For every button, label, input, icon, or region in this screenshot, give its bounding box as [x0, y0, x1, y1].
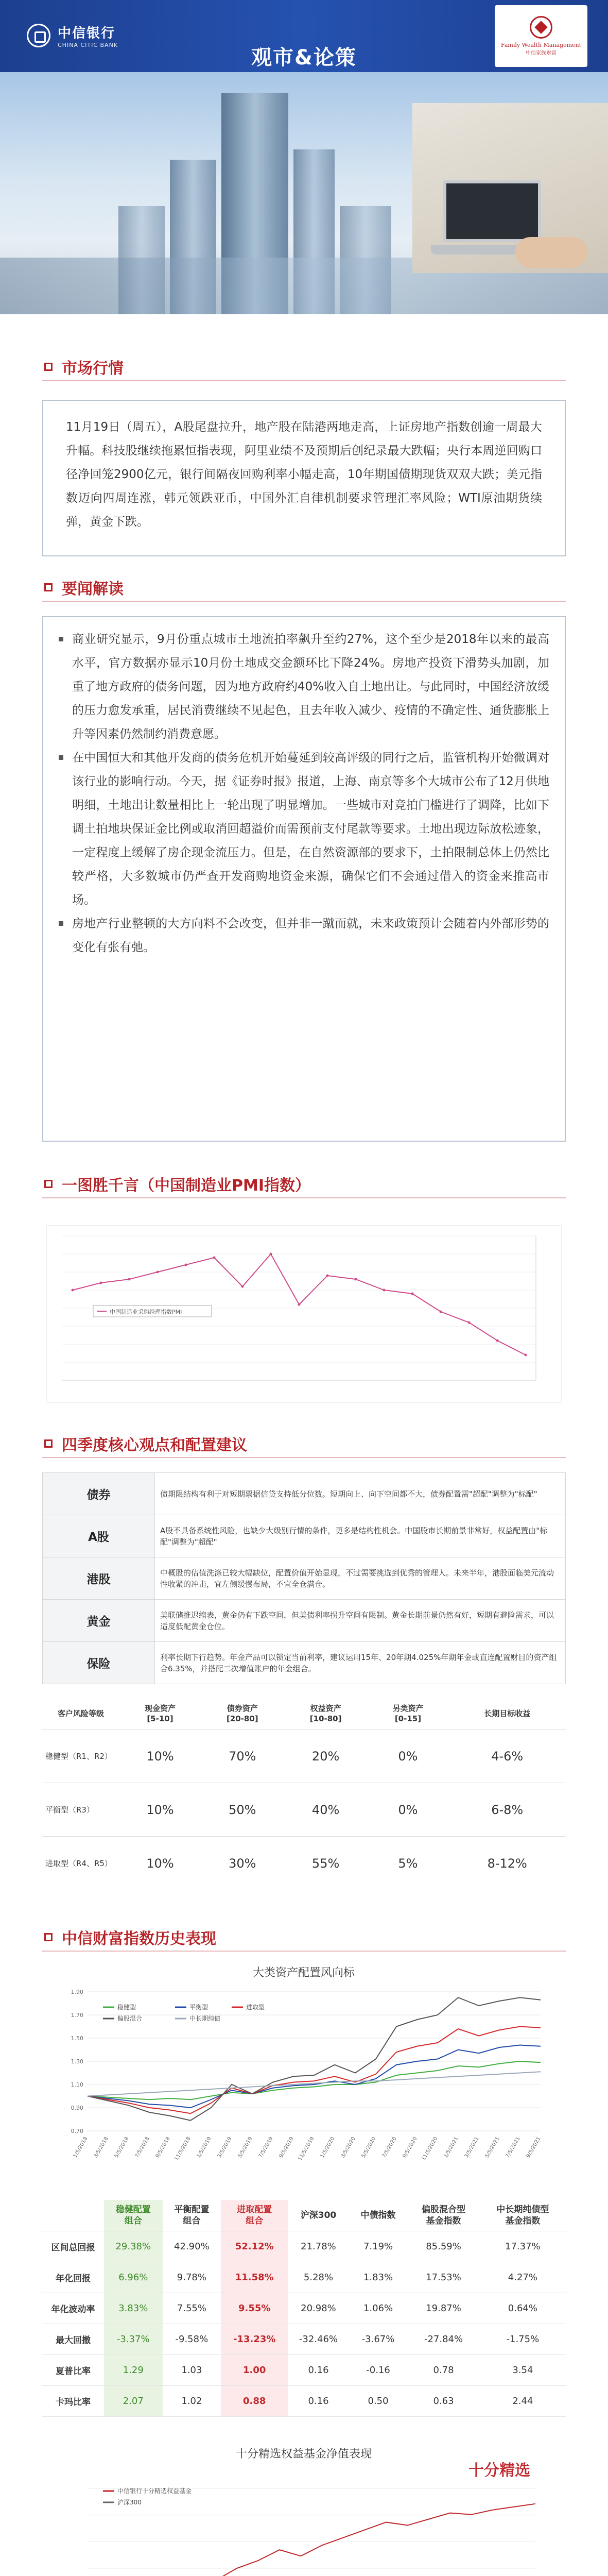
section-news-label: 要闻解读	[62, 580, 124, 598]
allocation-cell: 50%	[201, 1783, 284, 1837]
pmi-data-point	[298, 1303, 301, 1306]
allocation-cell: 55%	[284, 1837, 368, 1890]
metric-value-cell: 21.78%	[288, 2231, 349, 2262]
advice-desc: 中概股的估值洗涤已较大幅缺位，配置价值开始显现，不过需要挑选到优秀的管理人。未来半年，港股面临美元流动性收紧的冲击，宜左侧缓慢布局，不宜全仓满仓。	[155, 1557, 566, 1600]
perf-header: 偏股混合型 基金指数	[407, 2200, 479, 2231]
x-tick-label: 7/5/2021	[505, 2136, 522, 2159]
allocation-cell: 5%	[368, 1837, 449, 1890]
metric-value-cell: 3.54	[480, 2355, 566, 2386]
perf-header	[42, 2200, 104, 2231]
metric-value-cell: 2.07	[104, 2386, 163, 2417]
advice-row	[43, 1600, 566, 1642]
pmi-data-point	[383, 1289, 386, 1292]
y-tick-label: 0.70	[71, 2128, 83, 2134]
advice-category: 港股	[43, 1557, 155, 1600]
laptop-icon	[443, 180, 541, 242]
metric-value-cell: 17.37%	[480, 2231, 566, 2262]
pmi-data-point	[241, 1285, 244, 1288]
header-banner	[0, 0, 608, 72]
x-tick-label: 7/5/2020	[381, 2136, 398, 2159]
alloc-header: 债券资产 [20-80]	[226, 1704, 258, 1723]
news-item: 房地产行业整顿的大方向料不会改变，但并非一蹴而就，未来政策预计会随着内外部形势的变化有张有弛。	[59, 912, 549, 959]
logo-en-text: CHINA CITIC BANK	[58, 42, 118, 48]
metric-value-cell: 19.87%	[407, 2293, 479, 2324]
x-tick-label: 5/5/2018	[113, 2136, 130, 2159]
metric-value-cell: 20.98%	[288, 2293, 349, 2324]
advice-row	[43, 1642, 566, 1684]
select-stamp-logo: 十分精选	[468, 2462, 530, 2480]
pmi-chart-svg	[47, 1226, 562, 1403]
advice-category: A股	[43, 1515, 155, 1557]
metric-value-cell: -27.84%	[407, 2324, 479, 2355]
select-fund-chart-svg	[57, 2432, 551, 2576]
hero-image	[0, 72, 608, 314]
pmi-data-point	[525, 1354, 527, 1357]
market-box	[42, 400, 566, 556]
pmi-data-point	[100, 1282, 102, 1284]
y-tick-label: 0.90	[71, 2105, 83, 2111]
x-tick-label: 11/5/2020	[421, 2136, 439, 2162]
advice-desc: A股不具备系统性风险，也缺少大级别行情的条件，更多是结构性机会。中国股市长期前景非常好，权益配置由"标配"调整为"超配"	[155, 1515, 566, 1557]
metric-label-cell: 年化波动率	[42, 2293, 104, 2324]
desk-photo	[412, 103, 608, 273]
section-advice-label: 四季度核心观点和配置建议	[62, 1436, 247, 1454]
allocation-cell: 10%	[119, 1730, 201, 1783]
metric-value-cell: 7.55%	[163, 2293, 221, 2324]
x-tick-label: 5/5/2020	[360, 2136, 377, 2159]
performance-row	[42, 2231, 566, 2262]
x-tick-label: 1/5/2019	[196, 2136, 213, 2159]
advice-row	[43, 1515, 566, 1557]
performance-row	[42, 2386, 566, 2417]
perf-header: 沪深300	[288, 2200, 349, 2231]
history-chart-title: 大类资产配置风向标	[252, 1967, 355, 1979]
allocation-cell: 6-8%	[448, 1783, 566, 1837]
series-line-3	[88, 1997, 541, 2121]
x-tick-label: 7/5/2019	[257, 2136, 274, 2159]
risk-level-cell: 进取型（R4、R5）	[42, 1837, 119, 1890]
pmi-data-point	[326, 1275, 329, 1277]
section-divider	[42, 1951, 566, 1952]
pmi-data-point	[355, 1278, 357, 1281]
pmi-chart	[46, 1225, 562, 1403]
section-divider	[42, 1457, 566, 1458]
metric-value-cell: 0.64%	[480, 2293, 566, 2324]
perf-header: 进取配置 组合	[221, 2200, 288, 2231]
risk-level-cell: 稳健型（R1、R2）	[42, 1730, 119, 1783]
section-history-title	[44, 1926, 216, 1948]
metric-value-cell: 4.27%	[480, 2262, 566, 2293]
allocation-cell: 10%	[119, 1783, 201, 1837]
history-chart	[57, 1961, 551, 2193]
section-pmi-label: 一图胜千言（中国制造业PMI指数）	[62, 1177, 311, 1195]
allocation-row	[42, 1730, 566, 1783]
allocation-cell: 8-12%	[448, 1837, 566, 1890]
allocation-cell: 20%	[284, 1730, 368, 1783]
pmi-data-point	[72, 1289, 74, 1292]
section-bullet-icon	[44, 1933, 53, 1941]
performance-row	[42, 2262, 566, 2293]
performance-row	[42, 2293, 566, 2324]
metric-value-cell: 1.02	[163, 2386, 221, 2417]
metric-value-cell: 7.19%	[349, 2231, 408, 2262]
family-wealth-en: Family Wealth Management	[500, 42, 582, 48]
x-tick-label: 3/5/2019	[216, 2136, 233, 2159]
x-tick-label: 3/5/2021	[463, 2136, 480, 2159]
performance-row	[42, 2324, 566, 2355]
alloc-header: 另类资产 [0-15]	[392, 1704, 424, 1723]
allocation-cell: 70%	[201, 1730, 284, 1783]
metric-value-cell: 3.83%	[104, 2293, 163, 2324]
pmi-legend-label: 中国制造业采购经理指数PMI	[110, 1309, 182, 1315]
news-box	[42, 616, 566, 1142]
alloc-header: 现金资产 [5-10]	[144, 1704, 176, 1723]
legend-label: 平衡型	[189, 2004, 209, 2011]
history-chart-svg	[57, 1961, 551, 2193]
series-line-1	[88, 2045, 541, 2108]
series-line-0	[88, 2061, 541, 2099]
risk-level-cell: 平衡型（R3）	[42, 1783, 119, 1837]
select-fund-chart	[57, 2432, 551, 2576]
x-tick-label: 3/5/2020	[340, 2136, 357, 2159]
advice-desc: 债期限结构有利于对短期票据信贷支持低分位数。短期向上、向下空间都不大，债券配置需"超配"调整为"标配"	[155, 1473, 566, 1515]
advice-category: 黄金	[43, 1600, 155, 1642]
metric-label-cell: 最大回撤	[42, 2324, 104, 2355]
section-advice-title	[44, 1432, 247, 1455]
metric-value-cell: 0.78	[407, 2355, 479, 2386]
metric-value-cell: 0.16	[288, 2355, 349, 2386]
series-line-2	[88, 2027, 541, 2114]
metric-value-cell: 1.03	[163, 2355, 221, 2386]
section-history-label: 中信财富指数历史表现	[62, 1930, 216, 1948]
select-series-line-0	[88, 2504, 535, 2576]
legend-label: 中信银行十分精选权益基金	[117, 2487, 192, 2495]
alloc-header: 权益资产 [10-80]	[309, 1704, 342, 1723]
x-tick-label: 11/5/2018	[173, 2136, 192, 2162]
section-bullet-icon	[44, 583, 53, 591]
metric-label-cell: 区间总回报	[42, 2231, 104, 2262]
advice-desc: 利率长期下行趋势。年金产品可以锁定当前利率，建议运用15年、20年期4.025%年期年金或直连配置财目的资产组合6.35%，并搭配二次增值账户的年金组合。	[155, 1642, 566, 1684]
metric-value-cell: 1.83%	[349, 2262, 408, 2293]
family-wealth-emblem-icon	[530, 16, 552, 39]
section-market-label: 市场行情	[62, 360, 124, 378]
metric-value-cell: 5.28%	[288, 2262, 349, 2293]
y-tick-label: 1.70	[71, 2012, 83, 2019]
metric-value-cell: -3.37%	[104, 2324, 163, 2355]
pmi-data-point	[213, 1257, 216, 1259]
pmi-data-point	[270, 1253, 272, 1256]
perf-header-row	[42, 2200, 566, 2231]
allocation-cell: 30%	[201, 1837, 284, 1890]
y-tick-label: 1.90	[71, 1989, 83, 1995]
metric-value-cell: 11.58%	[221, 2262, 288, 2293]
allocation-cell: 40%	[284, 1783, 368, 1837]
section-bullet-icon	[44, 1439, 53, 1448]
y-tick-label: 1.50	[71, 2035, 83, 2042]
performance-table	[42, 2200, 566, 2417]
metric-value-cell: -0.16	[349, 2355, 408, 2386]
advice-row	[43, 1557, 566, 1600]
performance-row	[42, 2355, 566, 2386]
hand-shape	[515, 237, 587, 268]
metric-value-cell: 52.12%	[221, 2231, 288, 2262]
legend-label: 稳健型	[117, 2004, 136, 2011]
section-bullet-icon	[44, 1180, 53, 1188]
metric-label-cell: 夏普比率	[42, 2355, 104, 2386]
news-item: 在中国恒大和其他开发商的债务危机开始蔓延到较高评级的同行之后，监管机构开始微调对该行业的影响行动。今天，据《证券时报》报道，上海、南京等多个大城市公布了12月供地明细，土地出让数量相比上一轮出现了明显增加。一些城市对竞拍门槛进行了调降，比如下调土拍地块保证金比例或取消回超溢价而需预前支付尾款等要求。土地出现边际放松迹象，一定程度上缓解了房企现金流压力。但是，在自然资源部的要求下，土拍限制总体上仍然比较严格，大多数城市仍严查开发商购地资金来源，确保它们不会通过借入的资金来推高市场。	[59, 746, 549, 912]
metric-value-cell: 2.44	[480, 2386, 566, 2417]
perf-header: 平衡配置 组合	[163, 2200, 221, 2231]
pmi-data-point	[157, 1271, 159, 1274]
advice-desc: 美联储推迟缩表，黄金仍有下跌空间，但美债利率拐升空间有限制。黄金长期前景仍然有好，短期有避险需求，可以适度低配黄金仓位。	[155, 1600, 566, 1642]
section-bullet-icon	[44, 363, 53, 371]
advice-category: 债券	[43, 1473, 155, 1515]
pmi-data-point	[411, 1293, 414, 1295]
x-tick-label: 1/5/2018	[72, 2136, 89, 2159]
x-tick-label: 9/5/2021	[525, 2136, 542, 2159]
section-divider	[42, 1197, 566, 1198]
section-news-title	[44, 576, 124, 599]
metric-label-cell: 卡玛比率	[42, 2386, 104, 2417]
perf-header: 中长期纯债型 基金指数	[480, 2200, 566, 2231]
allocation-header-row	[42, 1698, 566, 1730]
allocation-table	[42, 1698, 566, 1890]
legend-label: 中长期纯债	[189, 2015, 221, 2022]
legend-label: 偏股混合	[117, 2015, 143, 2022]
x-tick-label: 1/5/2021	[443, 2136, 460, 2159]
metric-value-cell: 42.90%	[163, 2231, 221, 2262]
metric-value-cell: -13.23%	[221, 2324, 288, 2355]
metric-value-cell: 29.38%	[104, 2231, 163, 2262]
family-wealth-logo	[495, 5, 587, 67]
pmi-data-point	[496, 1340, 499, 1342]
x-tick-label: 3/5/2018	[93, 2136, 110, 2159]
page-title: 观市&论策	[251, 46, 357, 70]
section-divider	[42, 380, 566, 381]
metric-value-cell: 9.78%	[163, 2262, 221, 2293]
metric-value-cell: -9.58%	[163, 2324, 221, 2355]
x-tick-label: 5/5/2019	[237, 2136, 254, 2159]
news-item: 商业研究显示，9月份重点城市土地流拍率飙升至约27%，这个至少是2018年以来的最高水平，官方数据亦显示10月份土地成交金额环比下降24%。房地产投资下滑势头加剧，加重了地方政府的债务问题，因为地方政府约40%收入自土地出让。与此同时，中国经济放缓的压力愈发承重，居民消费继续不见起色，且去年收入减少、疫情的不确定性、通货膨胀上升等因素仍然制约消费意愿。	[59, 628, 549, 746]
metric-value-cell: -3.67%	[349, 2324, 408, 2355]
pmi-data-point	[440, 1311, 442, 1313]
metric-value-cell: 1.00	[221, 2355, 288, 2386]
pmi-data-point	[468, 1321, 471, 1324]
metric-value-cell: 0.50	[349, 2386, 408, 2417]
section-pmi-title	[44, 1173, 310, 1195]
metric-value-cell: 1.06%	[349, 2293, 408, 2324]
pmi-data-point	[128, 1278, 131, 1281]
x-tick-label: 1/5/2020	[319, 2136, 336, 2159]
pmi-data-point	[185, 1264, 187, 1266]
advice-table	[42, 1472, 566, 1684]
allocation-row	[42, 1837, 566, 1890]
allocation-cell: 0%	[368, 1730, 449, 1783]
metric-value-cell: 9.55%	[221, 2293, 288, 2324]
metric-label-cell: 年化回报	[42, 2262, 104, 2293]
family-wealth-cn: 中信家族财富	[526, 50, 557, 56]
x-tick-label: 11/5/2019	[297, 2136, 316, 2162]
alloc-header: 客户风险等级	[57, 1709, 104, 1718]
allocation-row	[42, 1783, 566, 1837]
allocation-cell: 10%	[119, 1837, 201, 1890]
metric-value-cell: 85.59%	[407, 2231, 479, 2262]
allocation-cell: 4-6%	[448, 1730, 566, 1783]
section-market-title	[44, 355, 124, 378]
allocation-cell: 0%	[368, 1783, 449, 1837]
alloc-header: 长期目标收益	[484, 1709, 531, 1718]
advice-row	[43, 1473, 566, 1515]
metric-value-cell: 0.16	[288, 2386, 349, 2417]
metric-value-cell: 6.96%	[104, 2262, 163, 2293]
metric-value-cell: -32.46%	[288, 2324, 349, 2355]
perf-header: 中债指数	[349, 2200, 408, 2231]
metric-value-cell: -1.75%	[480, 2324, 566, 2355]
market-text: 11月19日（周五），A股尾盘拉升，地产股在陆港两地走高，上证房地产指数创逾一周最大升幅。科技股继续拖累恒指表现，阿里业绩不及预期后创纪录最大跌幅；央行本周逆回购口径净回笼2900亿元，银行间隔夜回购利率小幅走高，10年期国债期现货双双大跌；美元指数迈向四周连涨，韩元领跌亚币，中国外汇自律机制要求管理汇率风险；WTI原油期货续弹，黄金下跌。	[66, 420, 542, 529]
advice-category: 保险	[43, 1642, 155, 1684]
section-divider	[42, 601, 566, 602]
y-tick-label: 1.30	[71, 2058, 83, 2065]
y-tick-label: 1.10	[71, 2081, 83, 2088]
metric-value-cell: 1.29	[104, 2355, 163, 2386]
x-tick-label: 5/5/2021	[484, 2136, 501, 2159]
x-tick-label: 9/5/2019	[278, 2136, 295, 2159]
select-chart-title: 十分精选权益基金净值表现	[235, 2448, 372, 2461]
metric-value-cell: 0.63	[407, 2386, 479, 2417]
legend-label: 进取型	[246, 2004, 265, 2011]
metric-value-cell: 17.53%	[407, 2262, 479, 2293]
x-tick-label: 9/5/2018	[154, 2136, 171, 2159]
x-tick-label: 7/5/2018	[134, 2136, 151, 2159]
legend-label: 沪深300	[117, 2499, 142, 2506]
metric-value-cell: 0.88	[221, 2386, 288, 2417]
perf-header: 稳健配置 组合	[104, 2200, 163, 2231]
logo-cn-text: 中信银行	[58, 26, 116, 41]
x-tick-label: 9/5/2020	[402, 2136, 419, 2159]
